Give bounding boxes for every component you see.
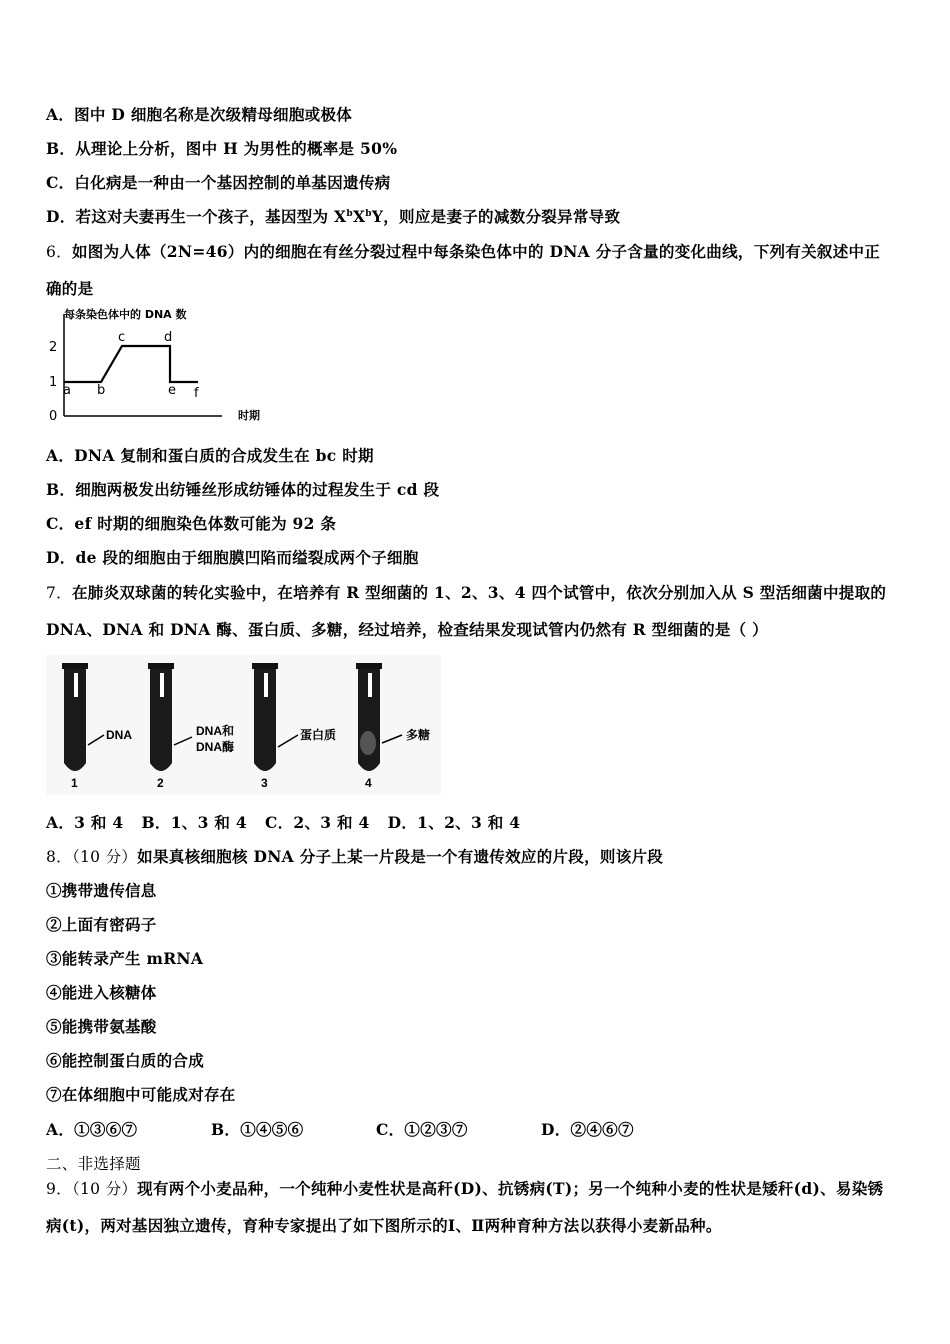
q7-test-tubes-figure [46,655,441,795]
q6-stem-line2: 确的是 [46,279,94,298]
q6-option-b: B．细胞两极发出纺锤丝形成纺锤体的过程发生于 cd 段 [46,480,440,499]
q6-option-a: A．DNA 复制和蛋白质的合成发生在 bc 时期 [46,446,374,465]
q8-option-c: C．①②③⑦ [376,1120,468,1139]
q6-stem-line1: 6．如图为人体（2N=46）内的细胞在有丝分裂过程中每条染色体中的 DNA 分子含量的变化曲线，下列有关叙述中正 [46,242,881,261]
tube-1-number: 1 [71,776,78,790]
tube-2-label-line2: DNA酶 [196,740,234,754]
q8-options [46,1118,634,1140]
q8-option-d: D．②④⑥⑦ [541,1120,634,1139]
q7-option-c: C．2、3 和 4 [264,813,370,832]
q7-option-a: A．3 和 4 [46,813,124,832]
chart-ytick-0: 0 [49,409,58,424]
q7-option-b: B．1、3 和 4 [141,813,247,832]
tube-3-label: 蛋白质 [300,728,337,742]
q7-stem-line2: DNA、DNA 和 DNA 酶、蛋白质、多糖，经过培养，检查结果发现试管内仍然有 R 型细菌的是（ ） [46,620,768,639]
chart-label-b: b [97,383,106,398]
q9-stem-line2: 病(t)，两对基因独立遗传，育种专家提出了如下图所示的Ⅰ、Ⅱ两种育种方法以获得小麦新品种。 [46,1216,722,1235]
tube-3-number: 3 [261,776,268,790]
chart-ylabel: 每条染色体中的 DNA 数 [64,308,187,321]
chart-curve [64,346,198,382]
q8-option-b: B．①④⑤⑥ [211,1120,304,1139]
tube-4-label: 多糖 [406,728,431,742]
chart-ytick-2: 2 [49,340,58,355]
q8-stem: 8．（10 分）如果真核细胞核 DNA 分子上某一片段是一个有遗传效应的片段，则该片段 [46,847,664,866]
chart-label-c: c [118,330,126,345]
chart-xlabel: 时期 [238,409,260,422]
q8-option-a: A．①③⑥⑦ [46,1120,138,1139]
chart-label-f: f [194,386,199,401]
q6-dna-chart [40,302,290,432]
section-heading: 二、非选择题 [46,1155,141,1173]
q5-option-d: D．若这对夫妻再生一个孩子，基因型为 $X^bX^bY$，则应是妻子的减数分裂异常导致 [46,207,621,226]
q8-item-2: ②上面有密码子 [46,915,157,934]
q9-stem-line1: 9．（10 分）现有两个小麦品种，一个纯种小麦性状是高秆(D)、抗锈病(T)；另一个纯种小麦的性状是矮秆(d)、易染锈 [46,1179,884,1198]
q5-option-a: A．图中 D 细胞名称是次级精母细胞或极体 [46,105,353,124]
q8-item-7: ⑦在体细胞中可能成对存在 [46,1085,236,1104]
q5-option-c: C．白化病是一种由一个基因控制的单基因遗传病 [46,173,391,192]
q6-option-c: C．ef 时期的细胞染色体数可能为 92 条 [46,514,337,533]
q8-item-1: ①携带遗传信息 [46,881,157,900]
q8-item-4: ④能进入核糖体 [46,983,157,1002]
chart-label-e: e [168,383,176,398]
tube-2-number: 2 [157,776,164,790]
tube-4-number: 4 [365,776,372,790]
chart-label-d: d [164,330,173,345]
q8-item-5: ⑤能携带氨基酸 [46,1017,157,1036]
chart-ytick-1: 1 [49,375,58,390]
q7-option-d: D．1、2、3 和 4 [387,813,521,832]
q7-stem-line1: 7．在肺炎双球菌的转化实验中，在培养有 R 型细菌的 1、2、3、4 四个试管中，依次分别加入从 S 型活细菌中提取的 [46,583,887,602]
q7-options [46,811,520,833]
q5-option-b: B．从理论上分析，图中 H 为男性的概率是 50% [46,139,398,158]
q8-item-6: ⑥能控制蛋白质的合成 [46,1051,205,1070]
tube-1-label: DNA [106,728,132,742]
q6-option-d: D．de 段的细胞由于细胞膜凹陷而缢裂成两个子细胞 [46,548,419,567]
chart-label-a: a [63,383,71,398]
tube-2-label: DNA和 [196,724,234,738]
q8-item-3: ③能转录产生 mRNA [46,949,204,968]
